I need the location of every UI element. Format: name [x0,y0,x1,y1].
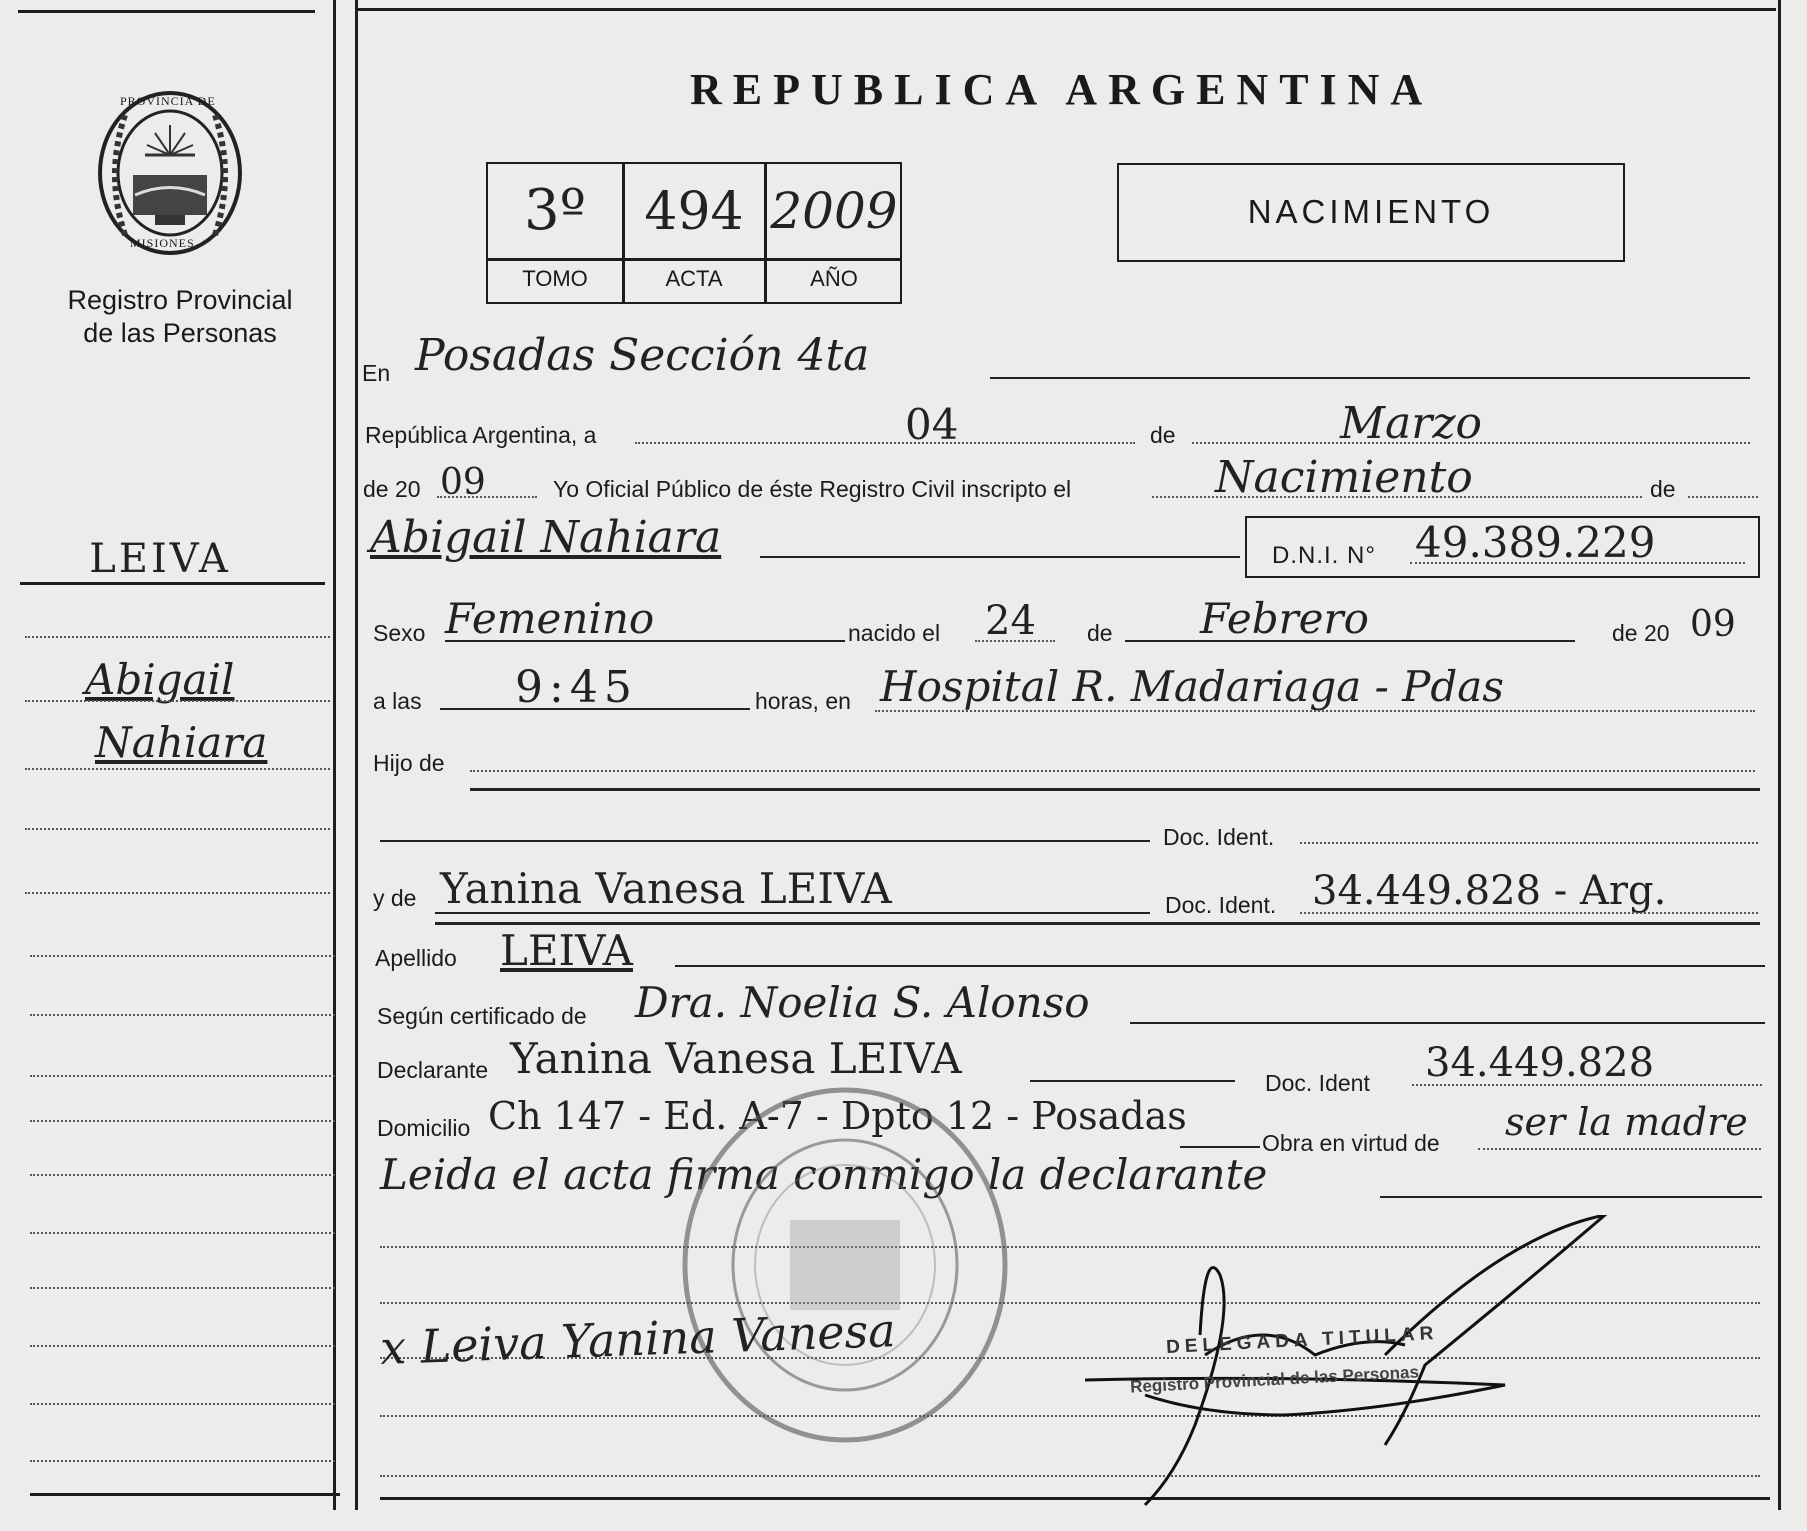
certificado-line [1130,1022,1765,1024]
sidebar-line-1 [25,636,330,638]
year-prefix-label: de 20 [363,476,421,502]
de-label-2: de [1650,476,1676,502]
registry-name-line1: Registro Provincial [67,285,293,315]
sidebar-divider-outer [333,0,336,1510]
doc-ident-label-3: Doc. Ident [1265,1070,1370,1096]
hijo-line [470,770,1755,772]
sidebar-line-12 [30,1287,335,1289]
hijo-line-2 [470,788,1760,791]
obra-value: ser la madre [1505,1100,1748,1144]
dni-line [1410,562,1745,564]
birth-year-value: 09 [1690,604,1736,645]
child-name-line [760,556,1240,558]
sidebar-line-14 [30,1403,335,1405]
obra-label: Obra en virtud de [1262,1130,1440,1156]
sexo-line [445,640,845,642]
sidebar-line-7 [30,1014,335,1016]
mother-value: Yanina Vanesa LEIVA [440,864,892,913]
nacido-label: nacido el [848,620,941,646]
acta-value: 494 [644,182,744,242]
delegada-stamp-label: DELEGADA TITULAR [1165,1322,1439,1359]
sidebar-line-9 [30,1120,335,1122]
top-rule-left [18,10,315,13]
country-title: REPUBLICA ARGENTINA [690,65,1434,114]
record-type-label: NACIMIENTO [1247,193,1495,230]
birth-year-prefix: de 20 [1612,620,1670,646]
de-line-2 [1688,496,1758,498]
sidebar-line-10 [30,1174,335,1176]
birth-day-value: 24 [985,598,1036,644]
hijo-label: Hijo de [373,750,445,776]
day-value: 04 [905,400,959,449]
sidebar-line-5 [25,892,330,894]
domicilio-label: Domicilio [377,1115,471,1141]
year-line [437,496,537,498]
declarante-label: Declarante [377,1057,489,1083]
place-line [875,710,1755,712]
seal-ring-text-top: PROVINCIA DE [120,94,216,108]
certificado-value: Dra. Noelia S. Alonso [635,978,1090,1027]
child-name-value: Abigail Nahiara [370,512,722,563]
time-line [440,708,750,710]
sidebar-line-13 [30,1345,335,1347]
dni-label: D.N.I. N° [1272,542,1376,569]
day-line [635,442,1135,444]
registro-stamp-text: Registro Provincial de las Personas [1129,1362,1420,1397]
mother-doc-line [1300,912,1758,914]
declarante-value: Yanina Vanesa LEIVA [510,1034,962,1083]
de-label-3: de [1087,620,1113,646]
sexo-label: Sexo [373,620,426,646]
sidebar-line-3 [25,768,330,770]
sidebar-line-15 [30,1460,335,1462]
apellido-value: LEIVA [500,926,633,975]
doc-ident-label: Doc. Ident. [1163,824,1275,850]
obra-line [1478,1148,1761,1150]
father-doc-line [1300,842,1758,844]
en-label: En [362,360,391,386]
mother-line [435,912,1150,914]
month-value: Marzo [1340,398,1482,449]
declarante-signature: x Leiva Yanina Vanesa [379,1303,897,1375]
sidebar-surname-rule [20,582,325,585]
provincial-seal-icon [85,85,255,260]
inscripto-line [1152,496,1642,498]
dni-value: 49.389.229 [1415,518,1656,567]
declarante-doc-value: 34.449.828 [1425,1040,1655,1086]
official-stamp-icon [675,1080,1015,1450]
birth-month-line [1125,640,1575,642]
sidebar-line-4 [25,828,330,830]
mother-doc-value: 34.449.828 - Arg. [1312,868,1667,914]
leida-line [1380,1196,1762,1198]
apellido-label: Apellido [375,945,457,971]
record-box-label-rule [486,258,902,261]
declarante-line [1030,1080,1235,1082]
anio-value: 2009 [770,182,898,240]
tomo-value: 3º [524,178,586,243]
mother-rule [435,922,1760,925]
acta-label: ACTA [665,266,723,291]
inscripto-value: Nacimiento [1215,452,1473,503]
tomo-label: TOMO [522,266,588,291]
sidebar-line-11 [30,1232,335,1234]
place-value: Hospital R. Madariaga - Pdas [880,662,1504,711]
registry-name-line2: de las Personas [83,318,277,348]
sidebar-surname: LEIVA [89,536,231,582]
en-line [990,377,1750,379]
doc-ident-label-2: Doc. Ident. [1165,892,1277,918]
en-value: Posadas Sección 4ta [415,330,870,381]
bottom-rule-left [30,1493,340,1496]
horas-label: horas, en [755,688,851,714]
sidebar-line-8 [30,1075,335,1077]
declarante-doc-line [1412,1084,1762,1086]
apellido-line [675,965,1765,967]
sidebar-given-name-1: Abigail [85,655,235,704]
sidebar-given-name-2: Nahiara [95,718,268,767]
sidebar-line-6 [30,955,335,957]
birth-month-value: Febrero [1200,594,1369,643]
anio-label: AÑO [810,266,858,291]
y-de-label: y de [373,885,417,911]
de-label: de [1150,422,1176,448]
certificado-label: Según certificado de [377,1003,587,1029]
seal-ring-text-bottom: MISIONES [130,236,195,250]
leida-value: Leida el acta firma conmigo la declarante [380,1150,1268,1199]
sidebar-divider-inner [355,0,358,1510]
sexo-value: Femenino [445,594,655,643]
father-line [380,840,1150,842]
year-value: 09 [440,462,486,503]
a-las-label: a las [373,688,422,714]
top-rule-right [356,8,1776,11]
domicilio-value: Ch 147 - Ed. A-7 - Dpto 12 - Posadas [488,1094,1187,1138]
sidebar-line-2 [25,700,330,702]
birth-day-line [975,640,1055,642]
republica-label: República Argentina, a [365,422,597,448]
domicilio-line [1180,1146,1260,1148]
time-value: 9:45 [515,662,638,713]
right-border [1778,0,1781,1510]
oficial-label: Yo Oficial Público de éste Registro Civil inscripto el [553,476,1072,502]
